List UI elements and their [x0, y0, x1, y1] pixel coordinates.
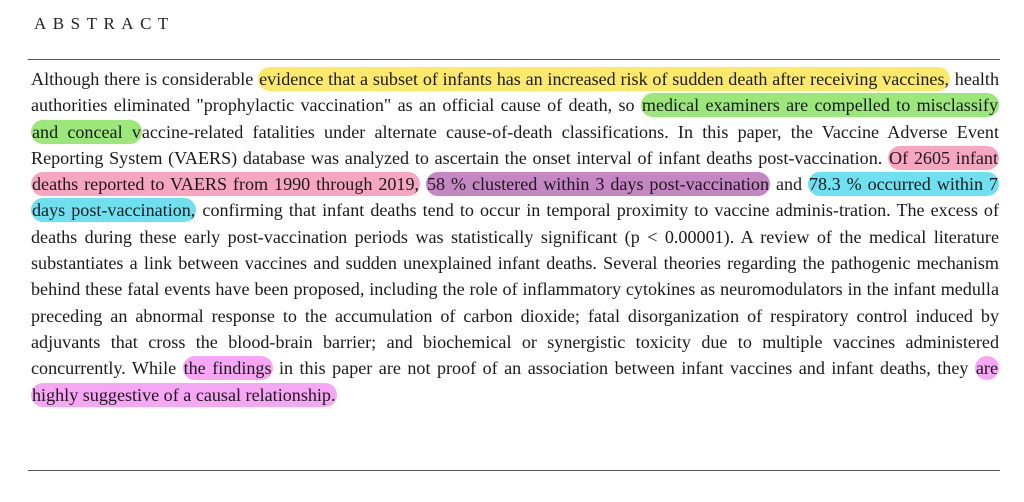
abstract-text-segment: accine-related fatalities under alternate cause-of-death classifications. In this paper, the Vaccine Adverse Event Reporting System (VAERS) database was analyzed to ascertain the onset interval of infant deaths post-vaccination.	[31, 121, 999, 168]
highlighted-phrase-magenta: are highly suggestive of a causal relationship.	[32, 358, 998, 405]
highlighted-phrase-green: medical examiners are compelled to misclassify and conceal v	[32, 95, 998, 142]
highlighted-phrase-pink: Of 2605 infant deaths reported to VAERS from 1990 through 2019,	[32, 147, 999, 195]
abstract-text-segment: in this paper are not proof of an association between infant vaccines and infant deaths, they	[272, 358, 975, 379]
highlighted-phrase-magenta: the findings	[183, 358, 272, 379]
abstract-text-segment: Although there is considerable	[31, 69, 259, 89]
abstract-text-segment: health authorities eliminated "prophylactic vaccination" as an official cause of death, so	[31, 69, 999, 116]
bottom-divider	[28, 470, 1000, 471]
top-divider	[28, 59, 1000, 60]
highlighted-phrase-cyan: 78.3 % occurred within 7 days post-vaccination,	[32, 174, 998, 221]
abstract-text-segment: and	[770, 174, 808, 195]
section-heading: ABSTRACT	[34, 14, 175, 33]
highlighted-phrase-purple: 58 % clustered within 3 days post-vaccination	[426, 174, 770, 195]
abstract-paragraph	[31, 66, 999, 408]
highlighted-phrase-yellow: evidence that a subset of infants has an increased risk of sudden death after receiving vaccines,	[259, 69, 950, 89]
abstract-text-segment: confirming that infant deaths tend to occur in temporal proximity to vaccine adminis-tration. The excess of deaths during these early post-vaccination periods was statistically significant (p < 0.00001). A review of the medical literature substantiates a link between vaccines and sudden unexplained infant deaths. Several theories regarding the pathogenic mechanism behind these fatal events have been proposed, including the role of inflammatory cytokines as neuromodulators in the infant medulla preceding an abnormal response to the accumulation of carbon dioxide; fatal disorganization of respiratory control induced by adjuvants that cross the blood-brain barrier; and biochemical or synergistic toxicity due to multiple vaccines administered concurrently. While	[31, 200, 999, 379]
